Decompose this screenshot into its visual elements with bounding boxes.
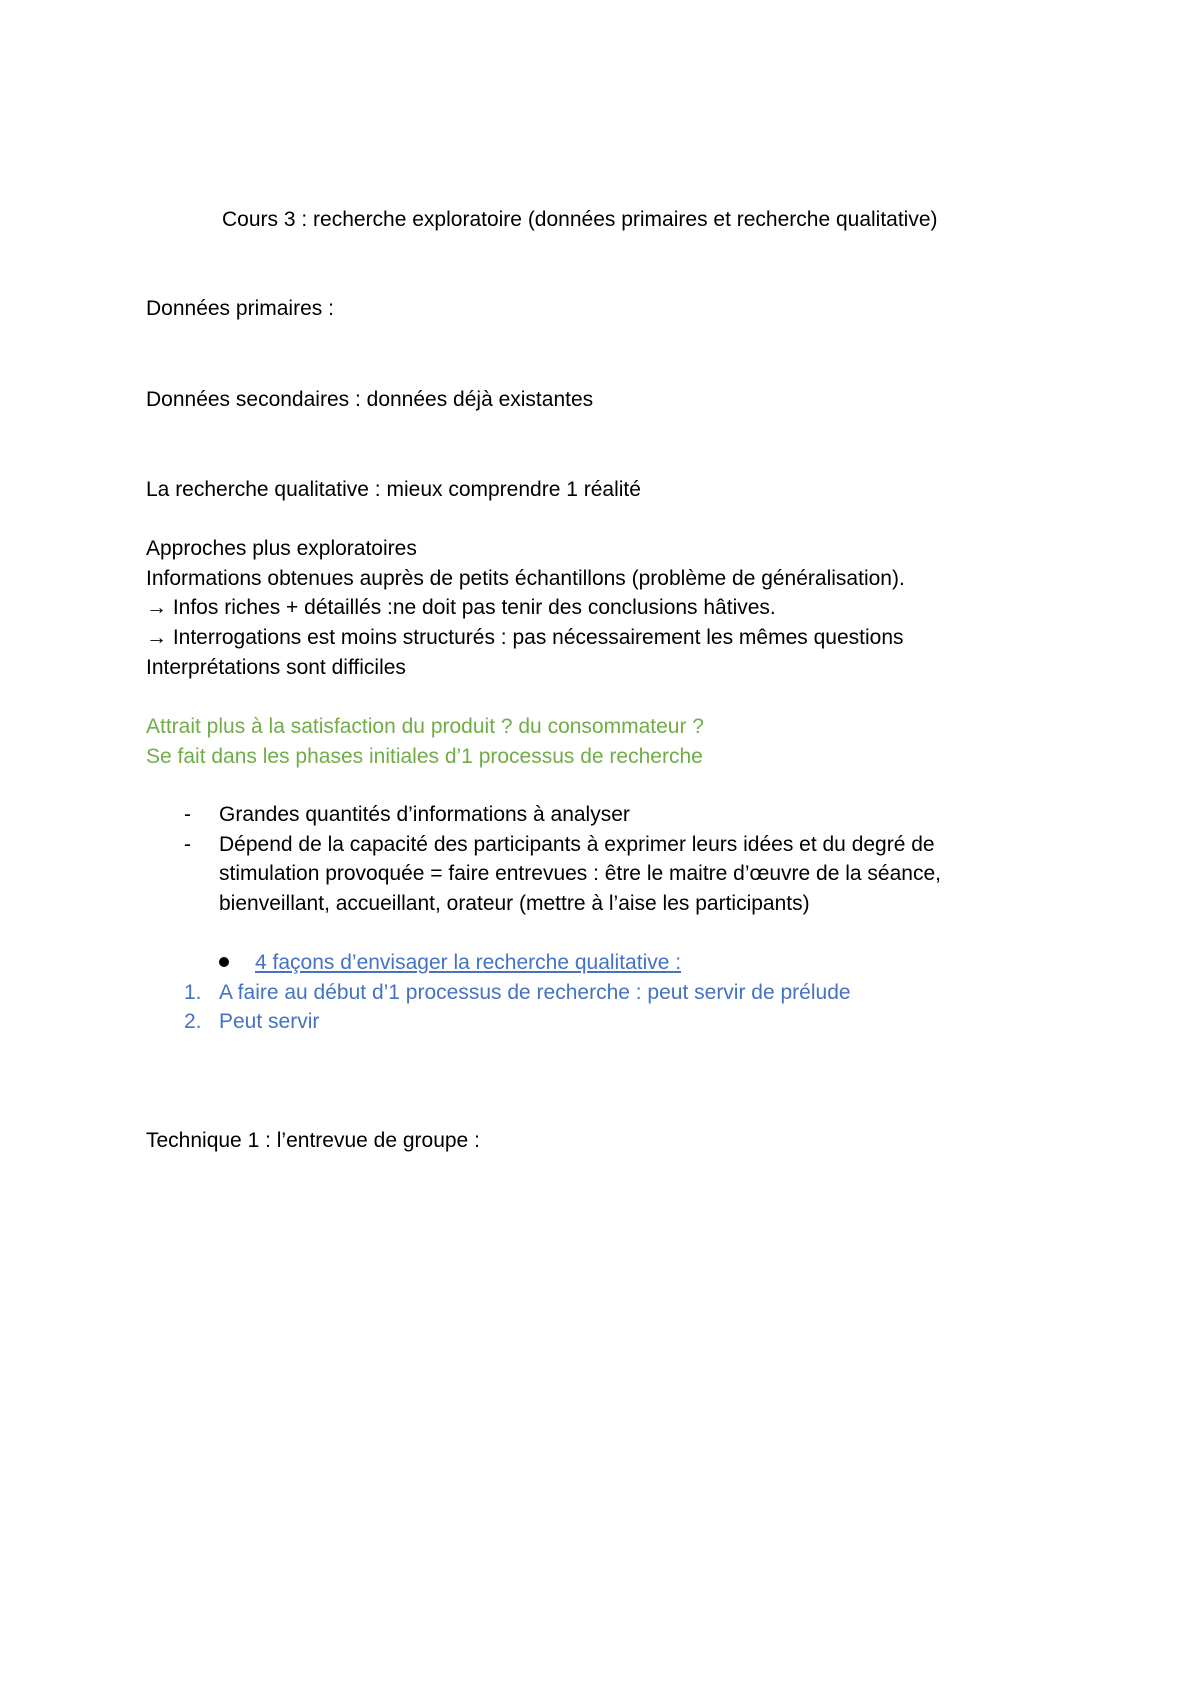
bullet-heading-link[interactable]: 4 façons d’envisager la recherche qualitative :: [255, 951, 682, 974]
informations-line: Informations obtenues auprès de petits échantillons (problème de généralisation).: [146, 567, 905, 590]
secondary-data-line: Données secondaires : données déjà existantes: [146, 388, 594, 411]
qualitative-research-line: La recherche qualitative : mieux comprendre 1 réalité: [146, 478, 641, 501]
dash-marker: -: [184, 803, 191, 826]
interrogations-line: → Interrogations est moins structurés : pas nécessairement les mêmes questions: [146, 626, 904, 649]
bullet-icon: [219, 957, 229, 967]
primary-data-heading: Données primaires :: [146, 297, 334, 320]
numbered-item-1-text: A faire au début d’1 processus de recherche : peut servir de prélude: [219, 981, 851, 1004]
approaches-line: Approches plus exploratoires: [146, 537, 417, 560]
document-title: Cours 3 : recherche exploratoire (données primaires et recherche qualitative): [222, 208, 938, 231]
numbered-item-2-number: 2.: [184, 1010, 202, 1033]
interpretations-line: Interprétations sont difficiles: [146, 656, 406, 679]
numbered-item-1-number: 1.: [184, 981, 202, 1004]
dash-item-2-line-1: Dépend de la capacité des participants à exprimer leurs idées et du degré de: [219, 833, 935, 856]
dash-item-1: Grandes quantités d’informations à analyser: [219, 803, 630, 826]
dash-item-2-line-3: bienveillant, accueillant, orateur (mettre à l’aise les participants): [219, 892, 810, 915]
numbered-item-2-text: Peut servir: [219, 1010, 320, 1033]
technique-heading: Technique 1 : l’entrevue de groupe :: [146, 1129, 480, 1152]
dash-marker: -: [184, 833, 191, 856]
rich-infos-line: → Infos riches + détaillés :ne doit pas tenir des conclusions hâtives.: [146, 596, 776, 619]
attrait-line: Attrait plus à la satisfaction du produit ? du consommateur ?: [146, 715, 704, 738]
phases-line: Se fait dans les phases initiales d’1 processus de recherche: [146, 745, 703, 768]
dash-item-2-line-2: stimulation provoquée = faire entrevues : être le maitre d’œuvre de la séance,: [219, 862, 941, 885]
